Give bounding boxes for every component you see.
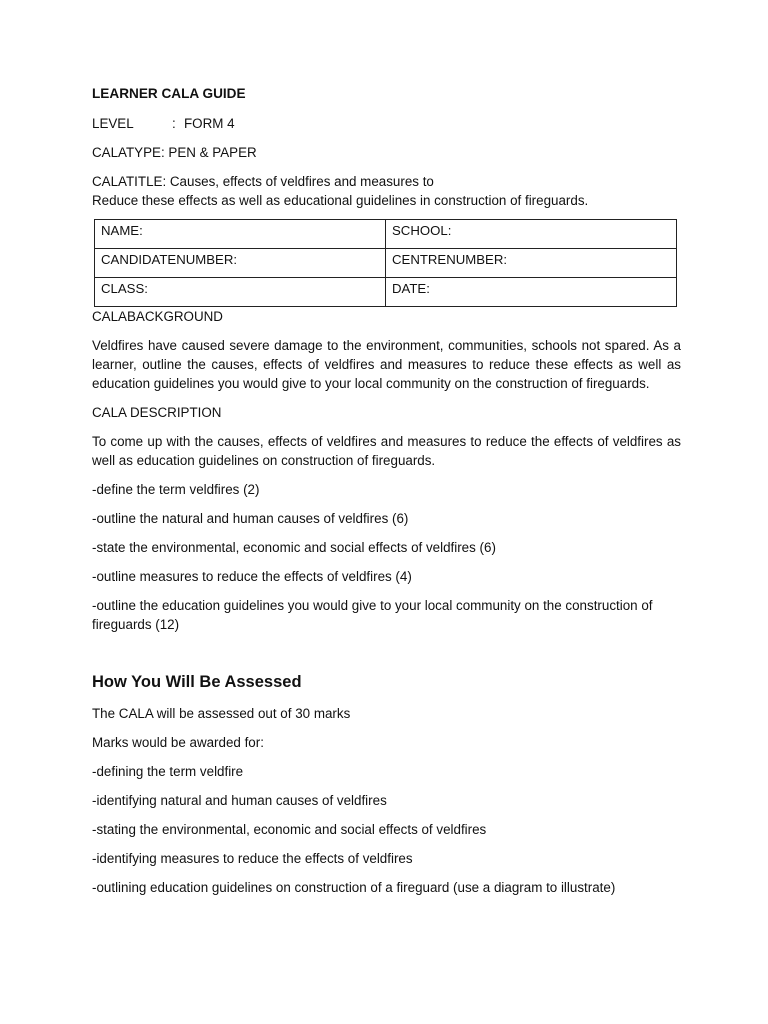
document-page [92, 84, 681, 907]
assessment-total: The CALA will be assessed out of 30 marks [92, 706, 351, 721]
description-text: To come up with the causes, effects of veldfires and measures to reduce the effects of veldfires as well as education guidelines on construction of fireguards. [92, 434, 681, 468]
table-row [95, 278, 677, 307]
description-heading: CALA DESCRIPTION [92, 405, 222, 420]
level-separator: : [172, 116, 176, 131]
level-value: FORM 4 [184, 116, 235, 131]
level-line [92, 114, 681, 133]
document-title: LEARNER CALA GUIDE [92, 86, 246, 101]
cala-title [92, 172, 681, 210]
name-cell: NAME: [95, 220, 386, 249]
table-row [95, 220, 677, 249]
list-item: -outline the natural and human causes of veldfires (6) [92, 511, 409, 526]
candidate-info-table [94, 219, 677, 307]
list-item: -identifying measures to reduce the effects of veldfires [92, 851, 413, 866]
cala-title-line-1: CALATITLE: Causes, effects of veldfires and measures to [92, 174, 434, 189]
candidate-number-cell: CANDIDATENUMBER: [95, 249, 386, 278]
class-cell: CLASS: [95, 278, 386, 307]
background-heading: CALABACKGROUND [92, 309, 223, 324]
table-row [95, 249, 677, 278]
background-text: Veldfires have caused severe damage to the environment, communities, schools not spared. As a learner, outline the causes, effects of veldfires and measures to reduce these effects as well as education guidelines you would give to your local community on the construction of fireguards. [92, 338, 681, 391]
task-list [92, 480, 681, 634]
list-item: -outline the education guidelines you would give to your local community on the construction of fireguards (12) [92, 598, 653, 632]
date-cell: DATE: [386, 278, 677, 307]
list-item: -outlining education guidelines on construction of a fireguard (use a diagram to illustrate) [92, 880, 616, 895]
cala-type: CALATYPE: PEN & PAPER [92, 145, 257, 160]
list-item: -outline measures to reduce the effects of veldfires (4) [92, 569, 412, 584]
list-item: -state the environmental, economic and social effects of veldfires (6) [92, 540, 496, 555]
level-label: LEVEL [92, 116, 134, 131]
marks-intro: Marks would be awarded for: [92, 735, 264, 750]
list-item: -defining the term veldfire [92, 764, 244, 779]
school-cell: SCHOOL: [386, 220, 677, 249]
list-item: -identifying natural and human causes of veldfires [92, 793, 387, 808]
criteria-list [92, 762, 681, 897]
centre-number-cell: CENTRENUMBER: [386, 249, 677, 278]
list-item: -stating the environmental, economic and social effects of veldfires [92, 822, 487, 837]
list-item: -define the term veldfires (2) [92, 482, 260, 497]
cala-title-line-2: Reduce these effects as well as educational guidelines in construction of fireguards. [92, 193, 589, 208]
assessment-heading: How You Will Be Assessed [92, 673, 302, 691]
